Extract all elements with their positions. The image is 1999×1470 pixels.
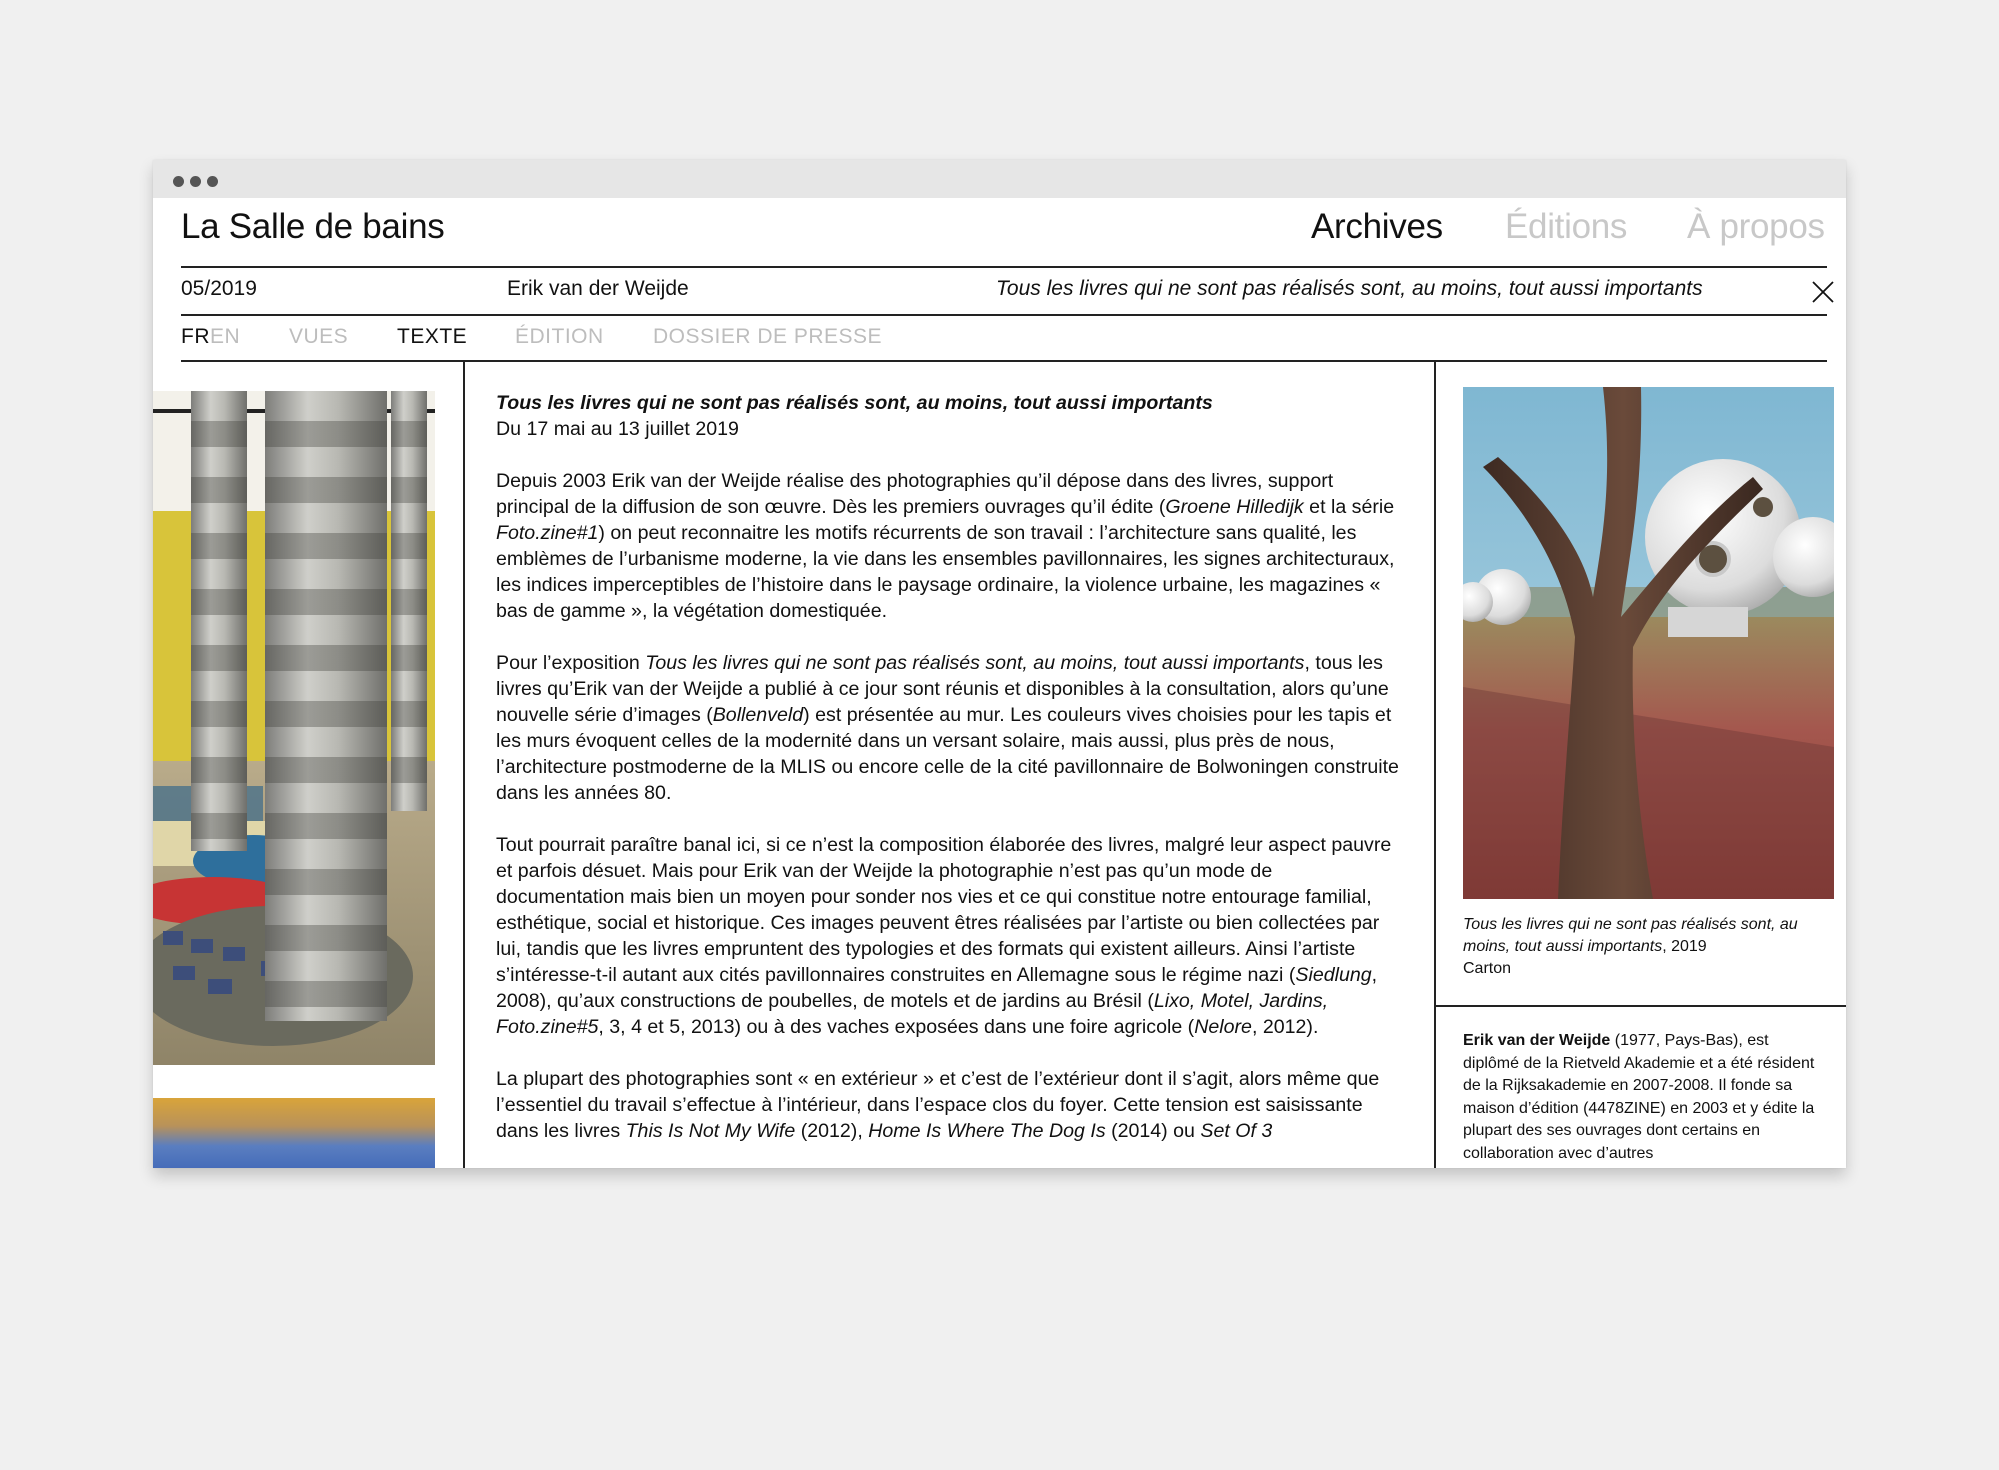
caption-year: , 2019 (1662, 938, 1707, 955)
paragraph (496, 650, 1406, 806)
text-run: , 2012). (1251, 1016, 1319, 1038)
text-emphasis: Tous les livres qui ne sont pas réalisés sont, au moins, tout aussi importants (645, 652, 1305, 674)
divider (181, 266, 1827, 268)
text-run: , 2008), qu’aux constructions de poubelles, de motels et de jardins au Brésil ( (496, 964, 1378, 1012)
tab-vues[interactable]: VUES (289, 325, 349, 348)
text-emphasis: Foto.zine#1 (496, 522, 599, 544)
paragraph (496, 1066, 1406, 1144)
exhibition-view-image[interactable] (153, 1098, 435, 1168)
nav-archives[interactable]: Archives (1311, 207, 1443, 246)
lang-en-button[interactable]: EN (210, 325, 241, 348)
text-run: , tous les livres qu’Erik van der Weijde a publié à ce jour sont réunis et disponibles à la consultation, alors qu’une nouvelle série d’images ( (496, 652, 1389, 726)
exhibition-text (496, 390, 1406, 1168)
text-run: , 3, 4 et 5, 2013) ou à des vaches exposées dans une foire agricole ( (598, 1016, 1195, 1038)
site-title[interactable]: La Salle de bains (181, 207, 445, 246)
text-emphasis: Groene Hilledijk (1165, 496, 1304, 518)
text-run: ) on peut reconnaitre les motifs récurrents de son travail : l’architecture sans qualité, les emblèmes de l’urbanisme moderne, la vie dans les ensembles pavillonnaires, les signes architecturaux, les indices imperceptibles de l’histoire dans le paysage ordinaire, la violence urbaine, les magazines « bas de gamme », la végétation domestiquée. (496, 522, 1395, 622)
text-emphasis: Set Of 3 (1200, 1120, 1273, 1142)
exhibition-view-illustration (153, 1098, 435, 1168)
text-run: et la série (1303, 496, 1395, 518)
tab-edition[interactable]: ÉDITION (515, 325, 604, 348)
artwork-caption (1463, 914, 1833, 980)
artwork-illustration (1463, 387, 1834, 899)
text-emphasis: Lixo, Motel, Jardins, Foto.zine#5 (496, 990, 1329, 1038)
divider (1436, 1005, 1846, 1007)
nav-editions[interactable]: Éditions (1505, 207, 1628, 246)
text-run: (2014) ou (1105, 1120, 1201, 1142)
column-divider (463, 362, 465, 1168)
artist-bio (1463, 1030, 1823, 1165)
exhibition-view-illustration (153, 391, 435, 1065)
text-emphasis: Siedlung (1295, 964, 1372, 986)
nav-apropos[interactable]: À propos (1687, 207, 1825, 246)
paragraph (496, 468, 1406, 624)
window-dot-icon[interactable] (207, 176, 218, 187)
window-dot-icon[interactable] (173, 176, 184, 187)
exhibition-date: 05/2019 (181, 277, 257, 300)
divider (181, 360, 1827, 362)
text-run: (2012), (795, 1120, 869, 1142)
close-icon[interactable] (1810, 279, 1836, 305)
text-run: ) est présentée au mur. Les couleurs vives choisies pour les tapis et les murs évoquent celles de la modernité dans un versant solaire, mais aussi, plus près de nous, l’architecture postmoderne de la MLIS ou encore celle de la cité pavillonnaire de Bolwoningen construite dans les années 80. (496, 704, 1399, 804)
paragraph (496, 832, 1406, 1040)
browser-title-bar (153, 160, 1846, 198)
bio-text: (1977, Pays-Bas), est diplômé de la Rietveld Akademie et a été résident de la Rijksakademie en 2007-2008. Il fonde sa maison d’édition (4478ZINE) en 2003 et y édite la plupart des ses ouvrages dont certains en collaboration avec d’autres (1463, 1032, 1815, 1162)
lang-fr-button[interactable]: FR (181, 325, 210, 348)
text-run: Pour l’exposition (496, 652, 646, 674)
bio-artist-name: Erik van der Weijde (1463, 1032, 1611, 1049)
exhibition-artist: Erik van der Weijde (507, 277, 689, 300)
text-emphasis: This Is Not My Wife (625, 1120, 796, 1142)
text-run: Tout pourrait paraître banal ici, si ce n’est la composition élaborée des livres, malgré leur aspect pauvre et parfois désuet. Mais pour Erik van der Weijde la photographie n’est pas qu’un mode de documentation mais bien un moyen pour sonder nos vies et ce qui constitue notre entourage familial, esthétique, social et historique. Ces images peuvent êtres réalisées par l’artiste ou bien collectées par lui, tandis que les livres empruntent des typologies et des formats qui existent ailleurs. Ainsi l’artiste s’intéresse-t-il autant aux cités pavillonnaires construites en Allemagne sous le régime nazi ( (496, 834, 1392, 986)
browser-window (153, 160, 1846, 1168)
text-emphasis: Bollenveld (712, 704, 804, 726)
text-run: Depuis 2003 Erik van der Weijde réalise des photographies qu’il dépose dans des livres, support principal de la diffusion de son œuvre. Dès les premiers ouvrages qu’il édite ( (496, 470, 1334, 518)
window-dot-icon[interactable] (190, 176, 201, 187)
text-lead-dates: Du 17 mai au 13 juillet 2019 (496, 418, 739, 440)
text-lead (496, 390, 1406, 442)
text-run: La plupart des photographies sont « en extérieur » et c’est de l’extérieur dont il s’agit, alors même que l’essentiel du travail s’effectue à l’intérieur, dans l’espace clos du foyer. Cette tension est saisissante dans les livres (496, 1068, 1380, 1142)
tab-texte[interactable]: TEXTE (397, 325, 468, 348)
column-divider (1434, 362, 1436, 1168)
text-emphasis: Nelore (1194, 1016, 1252, 1038)
caption-material: Carton (1463, 960, 1512, 977)
language-switch (181, 325, 240, 349)
text-emphasis: Home Is Where The Dog Is (868, 1120, 1106, 1142)
divider (181, 314, 1827, 316)
artwork-image[interactable] (1463, 387, 1834, 899)
caption-title: Tous les livres qui ne sont pas réalisés sont, au moins, tout aussi importants (1463, 916, 1798, 955)
text-lead-title: Tous les livres qui ne sont pas réalisés sont, au moins, tout aussi importants (496, 392, 1213, 414)
tab-dossier-de-presse[interactable]: DOSSIER DE PRESSE (653, 325, 883, 348)
exhibition-title: Tous les livres qui ne sont pas réalisés sont, au moins, tout aussi importants (996, 277, 1703, 300)
exhibition-view-image[interactable] (153, 391, 435, 1065)
